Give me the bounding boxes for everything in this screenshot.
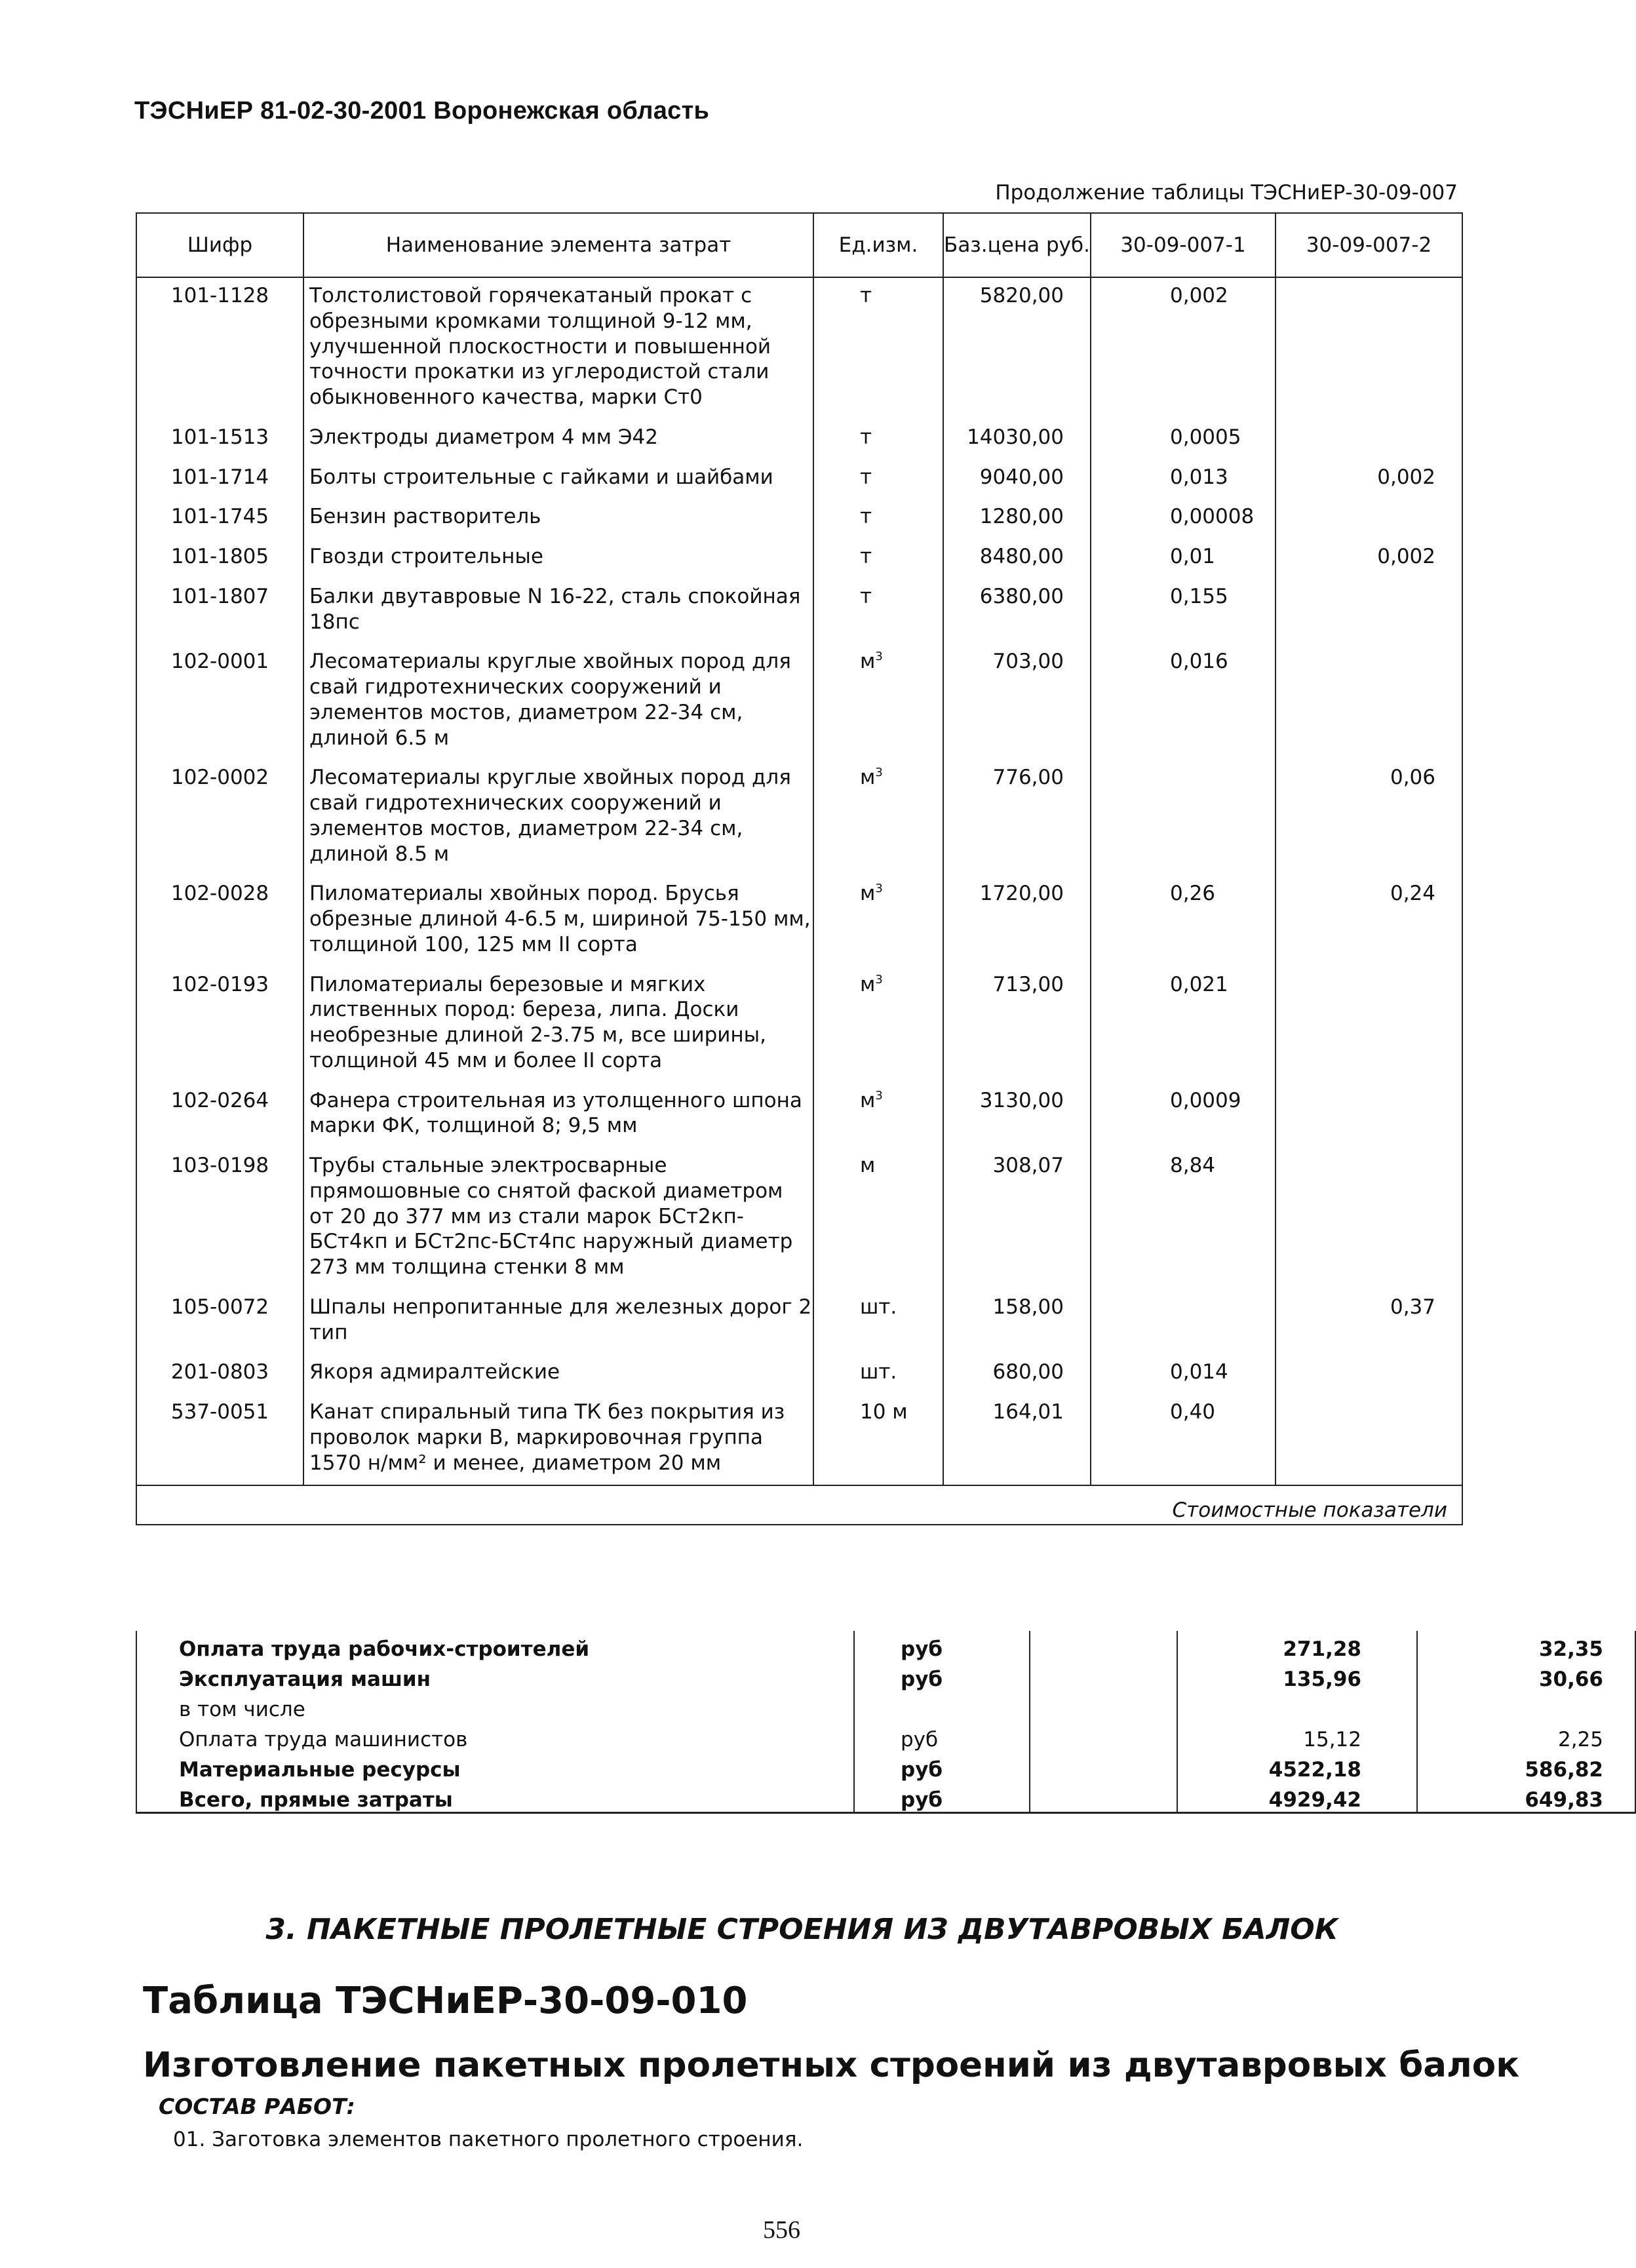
row-norm-2: 0,002	[1276, 539, 1462, 579]
totals-unit: руб	[854, 1631, 1030, 1661]
row-code: 101-1513	[136, 420, 303, 459]
totals-norm-2	[1417, 1691, 1635, 1721]
totals-norm-2: 2,25	[1417, 1721, 1635, 1751]
totals-label: Оплата труда машинистов	[136, 1721, 854, 1751]
col-header-price: Баз.цена руб.	[943, 213, 1091, 277]
row-norm-1: 0,01	[1091, 539, 1276, 579]
page-number: 556	[763, 2216, 800, 2244]
totals-norm-1: 271,28	[1177, 1631, 1417, 1661]
row-norm-1: 0,014	[1091, 1354, 1276, 1394]
row-norm-1	[1091, 1289, 1276, 1355]
row-price: 14030,00	[943, 420, 1091, 459]
totals-table	[136, 1631, 1636, 1814]
table-row	[136, 277, 1462, 420]
unit-superscript: 3	[875, 650, 883, 664]
row-unit: $м^3$	[813, 1083, 943, 1148]
totals-norm-2: 586,82	[1417, 1751, 1635, 1782]
totals-norm-2: 32,35	[1417, 1631, 1635, 1661]
totals-norm-2: 30,66	[1417, 1661, 1635, 1691]
row-norm-2	[1276, 277, 1462, 420]
totals-row	[136, 1631, 1635, 1661]
row-price: 6380,00	[943, 579, 1091, 644]
row-code: 101-1805	[136, 539, 303, 579]
row-name: Лесоматериалы круглые хвойных пород для свай гидротехнических сооружений и элементов мостов, диаметром 22-34 см, длиной 6.5 м	[303, 644, 813, 760]
table-continuation-note: Продолжение таблицы ТЭСНиЕР-30-09-007	[995, 181, 1458, 205]
totals-row	[136, 1751, 1635, 1782]
row-code: 101-1807	[136, 579, 303, 644]
table-row	[136, 420, 1462, 459]
row-unit: $м^3$	[813, 876, 943, 966]
unit-superscript: 3	[875, 766, 883, 780]
totals-unit	[854, 1691, 1030, 1721]
table-row	[136, 579, 1462, 644]
table-row	[136, 1148, 1462, 1289]
totals-row	[136, 1691, 1635, 1721]
row-price: 680,00	[943, 1354, 1091, 1394]
totals-empty	[1030, 1751, 1177, 1782]
table-row	[136, 644, 1462, 760]
row-name: Пиломатериалы хвойных пород. Брусья обрезные длиной 4-6.5 м, шириной 75-150 мм, толщиной 100, 125 мм II сорта	[303, 876, 813, 966]
row-unit: 10 м	[813, 1394, 943, 1485]
col-header-name: Наименование элемента затрат	[303, 213, 813, 277]
row-code: 102-0001	[136, 644, 303, 760]
table-row	[136, 760, 1462, 876]
row-norm-2: 0,24	[1276, 876, 1462, 966]
totals-norm-2: 649,83	[1417, 1782, 1635, 1813]
table-row	[136, 1289, 1462, 1355]
totals-label: в том числе	[136, 1691, 854, 1721]
row-name: Бензин растворитель	[303, 499, 813, 539]
row-norm-2	[1276, 420, 1462, 459]
row-code: 102-0002	[136, 760, 303, 876]
totals-unit: руб	[854, 1782, 1030, 1813]
row-norm-2	[1276, 499, 1462, 539]
row-price: 703,00	[943, 644, 1091, 760]
table-row	[136, 1354, 1462, 1394]
row-name: Электроды диаметром 4 мм Э42	[303, 420, 813, 459]
totals-unit: руб	[854, 1661, 1030, 1691]
row-name: Гвозди строительные	[303, 539, 813, 579]
row-name: Толстолистовой горячекатаный прокат с обрезными кромками толщиной 9-12 мм, улучшенной плоскостности и повышенной точности прокатки из углеродистой стали обыкновенного качества, марки Ст0	[303, 277, 813, 420]
table-row	[136, 539, 1462, 579]
totals-norm-1: 15,12	[1177, 1721, 1417, 1751]
composition-label: СОСТАВ РАБОТ:	[159, 2094, 355, 2119]
totals-row	[136, 1782, 1635, 1813]
row-unit: т	[813, 420, 943, 459]
table-subtitle: Изготовление пакетных пролетных строений из двутавровых балок	[143, 2045, 1520, 2085]
row-name: Балки двутавровые N 16-22, сталь спокойная 18пс	[303, 579, 813, 644]
document-header: ТЭСНиЕР 81-02-30-2001 Воронежская область	[134, 97, 710, 125]
cost-header: Стоимостные показатели	[136, 1485, 1462, 1525]
row-unit: шт.	[813, 1289, 943, 1355]
row-norm-1: 0,013	[1091, 459, 1276, 499]
row-code: 102-0028	[136, 876, 303, 966]
row-price: 8480,00	[943, 539, 1091, 579]
row-code: 105-0072	[136, 1289, 303, 1355]
table-header-row	[136, 213, 1462, 277]
row-norm-2	[1276, 644, 1462, 760]
section-heading: 3. ПАКЕТНЫЕ ПРОЛЕТНЫЕ СТРОЕНИЯ ИЗ ДВУТАВРОВЫХ БАЛОК	[265, 1913, 1338, 1946]
totals-norm-1: 135,96	[1177, 1661, 1417, 1691]
row-unit: $м^3$	[813, 644, 943, 760]
row-norm-2	[1276, 1354, 1462, 1394]
table-row	[136, 967, 1462, 1083]
unit-superscript: 3	[875, 882, 883, 896]
resources-table	[136, 212, 1463, 1525]
row-name: Фанера строительная из утолщенного шпона марки ФК, толщиной 8; 9,5 мм	[303, 1083, 813, 1148]
table-row	[136, 1394, 1462, 1485]
row-norm-2	[1276, 967, 1462, 1083]
table-row	[136, 499, 1462, 539]
row-price: 5820,00	[943, 277, 1091, 420]
table-row	[136, 459, 1462, 499]
totals-label: Эксплуатация машин	[136, 1661, 854, 1691]
row-price: 1280,00	[943, 499, 1091, 539]
row-unit: т	[813, 579, 943, 644]
row-price: 308,07	[943, 1148, 1091, 1289]
totals-label: Всего, прямые затраты	[136, 1782, 854, 1813]
totals-label: Оплата труда рабочих-строителей	[136, 1631, 854, 1661]
row-code: 103-0198	[136, 1148, 303, 1289]
totals-unit: руб	[854, 1751, 1030, 1782]
totals-row	[136, 1721, 1635, 1751]
row-norm-1	[1091, 760, 1276, 876]
totals-row	[136, 1661, 1635, 1691]
row-name: Лесоматериалы круглые хвойных пород для свай гидротехнических сооружений и элементов мостов, диаметром 22-34 см, длиной 8.5 м	[303, 760, 813, 876]
row-name: Канат спиральный типа ТК без покрытия из проволок марки В, маркировочная группа 1570 н/мм² и менее, диаметром 20 мм	[303, 1394, 813, 1485]
row-norm-2	[1276, 1394, 1462, 1485]
row-unit: шт.	[813, 1354, 943, 1394]
row-price: 158,00	[943, 1289, 1091, 1355]
row-code: 101-1745	[136, 499, 303, 539]
row-norm-1: 0,40	[1091, 1394, 1276, 1485]
cost-header-row	[136, 1485, 1462, 1525]
unit-superscript: 3	[875, 972, 883, 987]
row-code: 101-1714	[136, 459, 303, 499]
totals-empty	[1030, 1782, 1177, 1813]
totals-norm-1: 4929,42	[1177, 1782, 1417, 1813]
row-name: Трубы стальные электросварные прямошовные со снятой фаской диаметром от 20 до 377 мм из стали марок БСт2кп-БСт4кп и БСт2пс-БСт4пс наружный диаметр 273 мм толщина стенки 8 мм	[303, 1148, 813, 1289]
row-unit: т	[813, 459, 943, 499]
table-row	[136, 876, 1462, 966]
row-norm-2	[1276, 579, 1462, 644]
row-name: Шпалы непропитанные для железных дорог 2 тип	[303, 1289, 813, 1355]
row-name: Болты строительные с гайками и шайбами	[303, 459, 813, 499]
row-code: 102-0264	[136, 1083, 303, 1148]
row-unit: $м^3$	[813, 760, 943, 876]
row-norm-1: 0,021	[1091, 967, 1276, 1083]
row-name: Пиломатериалы березовые и мягких лиственных пород: береза, липа. Доски необрезные длиной 2-3.75 м, все ширины, толщиной 45 мм и более II сорта	[303, 967, 813, 1083]
row-price: 713,00	[943, 967, 1091, 1083]
row-norm-1: 0,00008	[1091, 499, 1276, 539]
row-price: 776,00	[943, 760, 1091, 876]
table-title: Таблица ТЭСНиЕР-30-09-010	[143, 1980, 748, 2022]
row-norm-1: 0,155	[1091, 579, 1276, 644]
row-unit: т	[813, 499, 943, 539]
row-norm-2	[1276, 1148, 1462, 1289]
unit-superscript: 3	[875, 1088, 883, 1103]
row-name: Якоря адмиралтейские	[303, 1354, 813, 1394]
col-header-norm-1: 30-09-007-1	[1091, 213, 1276, 277]
table-row	[136, 1083, 1462, 1148]
col-header-norm-2: 30-09-007-2	[1276, 213, 1462, 277]
totals-empty	[1030, 1721, 1177, 1751]
totals-empty	[1030, 1661, 1177, 1691]
row-unit: $м^3$	[813, 967, 943, 1083]
row-norm-1: 0,0009	[1091, 1083, 1276, 1148]
row-norm-2	[1276, 1083, 1462, 1148]
row-norm-1: 0,002	[1091, 277, 1276, 420]
totals-label: Материальные ресурсы	[136, 1751, 854, 1782]
totals-norm-1: 4522,18	[1177, 1751, 1417, 1782]
col-header-unit: Ед.изм.	[813, 213, 943, 277]
row-code: 537-0051	[136, 1394, 303, 1485]
row-norm-1: 0,016	[1091, 644, 1276, 760]
row-price: 1720,00	[943, 876, 1091, 966]
totals-norm-1	[1177, 1691, 1417, 1721]
totals-empty	[1030, 1691, 1177, 1721]
row-code: 201-0803	[136, 1354, 303, 1394]
row-price: 164,01	[943, 1394, 1091, 1485]
row-price: 9040,00	[943, 459, 1091, 499]
row-code: 102-0193	[136, 967, 303, 1083]
col-header-code: Шифр	[136, 213, 303, 277]
row-code: 101-1128	[136, 277, 303, 420]
row-unit: т	[813, 539, 943, 579]
row-norm-1: 0,0005	[1091, 420, 1276, 459]
row-norm-1: 0,26	[1091, 876, 1276, 966]
row-unit: м	[813, 1148, 943, 1289]
row-norm-1: 8,84	[1091, 1148, 1276, 1289]
totals-unit: руб	[854, 1721, 1030, 1751]
totals-empty	[1030, 1631, 1177, 1661]
row-norm-2: 0,002	[1276, 459, 1462, 499]
row-norm-2: 0,06	[1276, 760, 1462, 876]
work-step: 01. Заготовка элементов пакетного пролетного строения.	[173, 2128, 804, 2151]
row-unit: т	[813, 277, 943, 420]
row-norm-2: 0,37	[1276, 1289, 1462, 1355]
row-price: 3130,00	[943, 1083, 1091, 1148]
